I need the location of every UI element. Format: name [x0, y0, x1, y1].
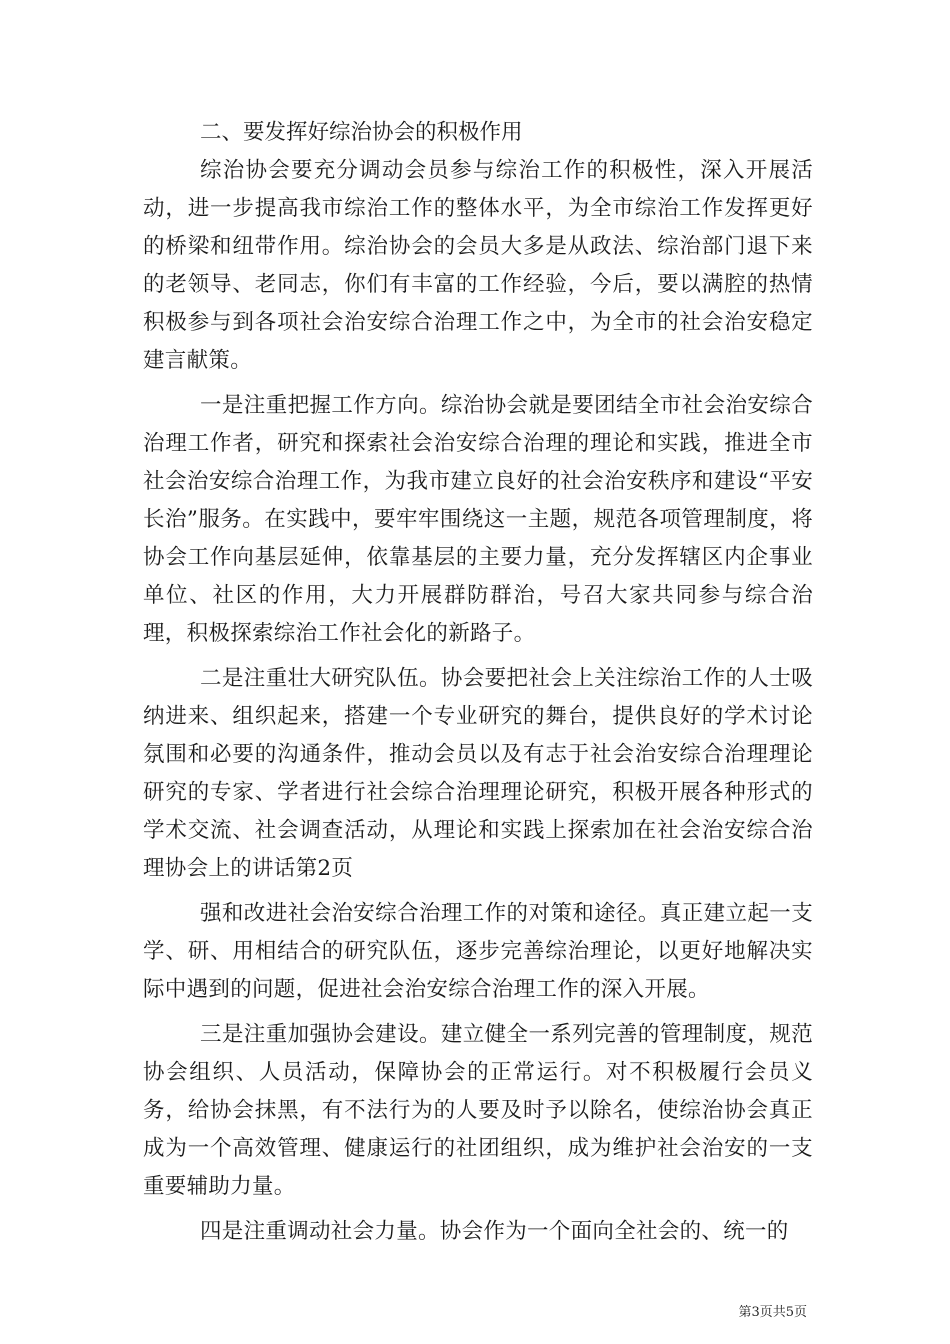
document-body [143, 114, 813, 1251]
section-heading: 二、要发挥好综治协会的积极作用 [200, 120, 523, 145]
paragraph-point-one: 一是注重把握工作方向。综治协会就是要团结全市社会治安综合治理工作者，研究和探索社会治安综合治理的理论和实践，推进全市社会治安综合治理工作，为我市建立良好的社会治安秩序和建设“平安长治”服务。在实践中，要牢牢围绕这一主题，规范各项管理制度，将协会工作向基层延伸，依靠基层的主要力量，充分发挥辖区内企事业单位、社区的作用，大力开展群防群治，号召大家共同参与综合治理，积极探索综治工作社会化的新路子。 [143, 393, 813, 646]
paragraph-point-three: 三是注重加强协会建设。建立健全一系列完善的管理制度，规范协会组织、人员活动，保障协会的正常运行。对不积极履行会员义务，给协会抹黑，有不法行为的人要及时予以除名，使综治协会真正成为一个高效管理、健康运行的社团组织，成为维护社会治安的一支重要辅助力量。 [143, 1022, 813, 1199]
paragraph-intro: 综治协会要充分调动会员参与综治工作的积极性，深入开展活动，进一步提高我市综治工作的整体水平，为全市综治工作发挥更好的桥梁和纽带作用。综治协会的会员大多是从政法、综治部门退下来的老领导、老同志，你们有丰富的工作经验，今后，要以满腔的热情积极参与到各项社会治安综合治理工作之中，为全市的社会治安稳定建言献策。 [143, 158, 813, 373]
paragraph-point-two-continued: 强和改进社会治安综合治理工作的对策和途径。真正建立起一支学、研、用相结合的研究队伍，逐步完善综治理论，以更好地解决实际中遇到的问题，促进社会治安综合治理工作的深入开展。 [143, 901, 813, 1002]
paragraph-point-four: 四是注重调动社会力量。协会作为一个面向全社会的、统一的 [200, 1219, 789, 1244]
page-number-footer: 第3页共5页 [738, 1305, 807, 1320]
paragraph-point-two: 二是注重壮大研究队伍。协会要把社会上关注综治工作的人士吸纳进来、组织起来，搭建一个专业研究的舞台，提供良好的学术讨论氛围和必要的沟通条件，推动会员以及有志于社会治安综合治理理论研究的专家、学者进行社会综合治理理论研究，积极开展各种形式的学术交流、社会调查活动，从理论和实践上探索加在社会治安综合治理协会上的讲话第2页 [143, 666, 813, 881]
